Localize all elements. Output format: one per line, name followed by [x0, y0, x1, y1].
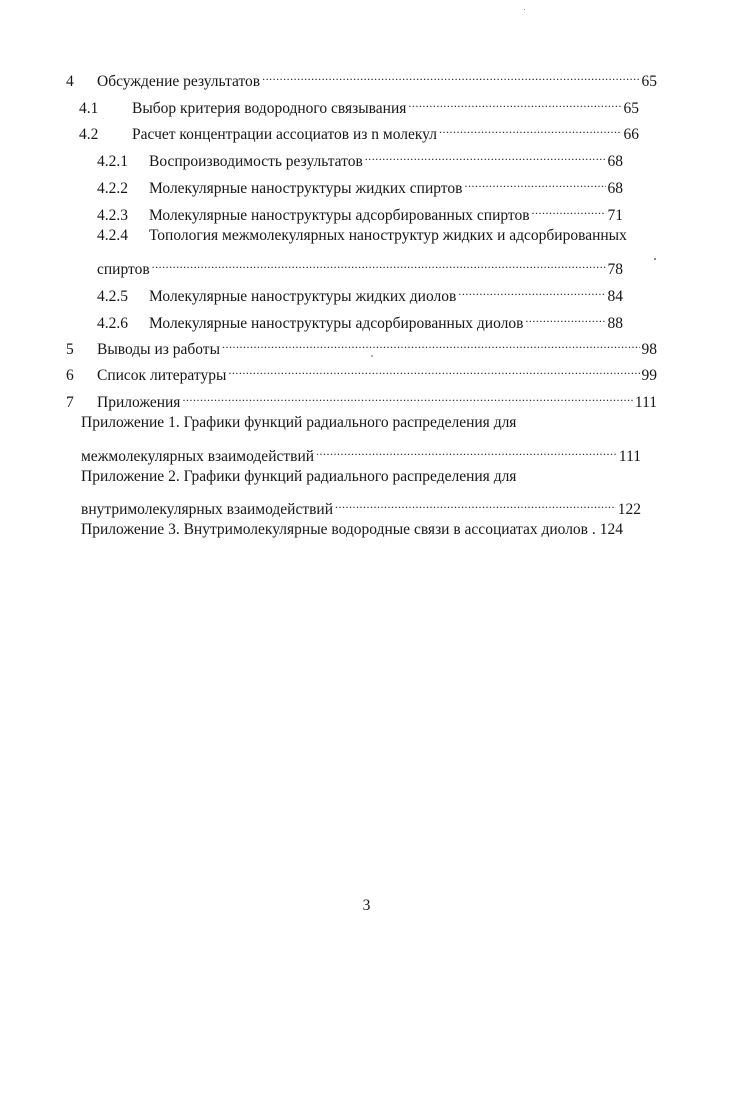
appendix-title: Приложение 1. Графики функций радиального распределения для [81, 414, 517, 431]
dot-leader [365, 144, 606, 166]
toc-entry-title-continued: спиртов [97, 261, 150, 278]
toc-entry-title: Топология межмолекулярных наноструктур жидких и адсорбированных [149, 227, 627, 244]
toc-entry-page: 65 [623, 100, 639, 117]
toc-entry-page: 88 [607, 315, 623, 332]
dot-leader [408, 91, 621, 113]
dot-leader [152, 252, 606, 274]
toc-entry-title: Молекулярные наноструктуры жидких спиртов [149, 180, 463, 197]
toc-entry-page: 71 [607, 207, 623, 224]
dot-leader [228, 358, 639, 380]
appendix-2-line-1[interactable] [81, 466, 641, 488]
toc-entry-page: 68 [607, 180, 623, 197]
appendix-title-continued: внутримолекулярных взаимодействий [81, 501, 334, 518]
toc-entry-page: 84 [607, 288, 623, 305]
toc-entry-4-2[interactable] [79, 117, 639, 143]
dot-leader [464, 171, 605, 193]
toc-entry-7[interactable] [66, 385, 657, 411]
toc-entry-page: 68 [607, 153, 623, 170]
dot-leader [262, 64, 639, 86]
toc-entry-number: 7 [66, 394, 74, 411]
dot-leader [532, 198, 606, 220]
scan-speck [524, 9, 525, 10]
appendix-title: Приложение 2. Графики функций радиального распределения для [81, 468, 517, 485]
toc-entry-number: 4.2.3 [97, 207, 128, 224]
dot-leader [182, 385, 632, 407]
toc-entry-4[interactable] [66, 64, 657, 90]
page-number: 3 [362, 897, 371, 914]
toc-entry-number: 4.2 [79, 126, 99, 143]
toc-entry-number: 4.1 [79, 100, 99, 117]
toc-entry-number: 4 [66, 73, 74, 90]
toc-entry-number: 6 [66, 367, 74, 384]
dot-leader [525, 306, 605, 328]
toc-entry-title: Приложения [97, 394, 181, 411]
toc-entry-title: Воспроизводимость результатов [149, 153, 363, 170]
toc-entry-4-2-1[interactable] [97, 144, 623, 170]
dot-leader [439, 117, 622, 139]
toc-entry-5[interactable] [66, 332, 657, 358]
toc-entry-number: 4.2.2 [97, 180, 128, 197]
toc-entry-title: Расчет концентрации ассоциатов из n молекул [132, 126, 437, 143]
toc-entry-title: Молекулярные наноструктуры адсорбированных диолов [149, 315, 524, 332]
toc-entry-page: 65 [641, 73, 657, 90]
toc-entry-number: 4.2.1 [97, 153, 128, 170]
toc-entry-page: 66 [623, 126, 639, 143]
appendix-page: 111 [618, 448, 641, 465]
toc-entry-4-2-2[interactable] [97, 171, 623, 197]
dot-leader [335, 492, 616, 514]
toc-entry-page: 111 [634, 394, 657, 411]
appendix-title-continued: межмолекулярных взаимодействий [81, 448, 315, 465]
dot-leader [316, 439, 617, 461]
appendix-title: Приложение 3. Внутримолекулярные водородные связи в ассоциатах диолов . [81, 521, 596, 538]
appendix-3[interactable] [81, 519, 661, 541]
toc-entry-title: Выбор критерия водородного связывания [132, 100, 407, 117]
toc-entry-title: Выводы из работы [97, 341, 220, 358]
toc-entry-title: Молекулярные наноструктуры жидких диолов [149, 288, 457, 305]
toc-entry-4-2-4[interactable] [97, 225, 657, 247]
toc-entry-title: Список литературы [97, 367, 227, 384]
toc-entry-4-2-3[interactable] [97, 198, 623, 224]
dot-leader [458, 279, 605, 301]
toc-entry-page: 99 [641, 367, 657, 384]
toc-entry-number: 5 [66, 341, 74, 358]
scan-speck [654, 258, 656, 260]
toc-entry-number: 4.2.5 [97, 288, 128, 305]
dot-leader [222, 332, 640, 354]
scan-speck [371, 355, 373, 357]
toc-entry-number: 4.2.4 [97, 227, 128, 244]
appendix-page: 124 [599, 521, 624, 538]
toc-entry-page: 78 [607, 261, 623, 278]
appendix-2-line-2[interactable] [81, 492, 641, 518]
toc-entry-4-2-6[interactable] [97, 306, 623, 332]
toc-entry-4-2-5[interactable] [97, 279, 623, 305]
appendix-1-line-1[interactable] [81, 412, 641, 434]
toc-entry-title: Молекулярные наноструктуры адсорбированных спиртов [149, 207, 530, 224]
toc-entry-page: 98 [641, 341, 657, 358]
toc-entry-4-2-4-continued[interactable] [97, 252, 623, 278]
toc-entry-4-1[interactable] [79, 91, 639, 117]
appendix-page: 122 [617, 501, 641, 518]
toc-entry-title: Обсуждение результатов [97, 73, 261, 90]
toc-entry-6[interactable] [66, 358, 657, 384]
toc-entry-number: 4.2.6 [97, 315, 128, 332]
appendix-1-line-2[interactable] [81, 439, 641, 465]
